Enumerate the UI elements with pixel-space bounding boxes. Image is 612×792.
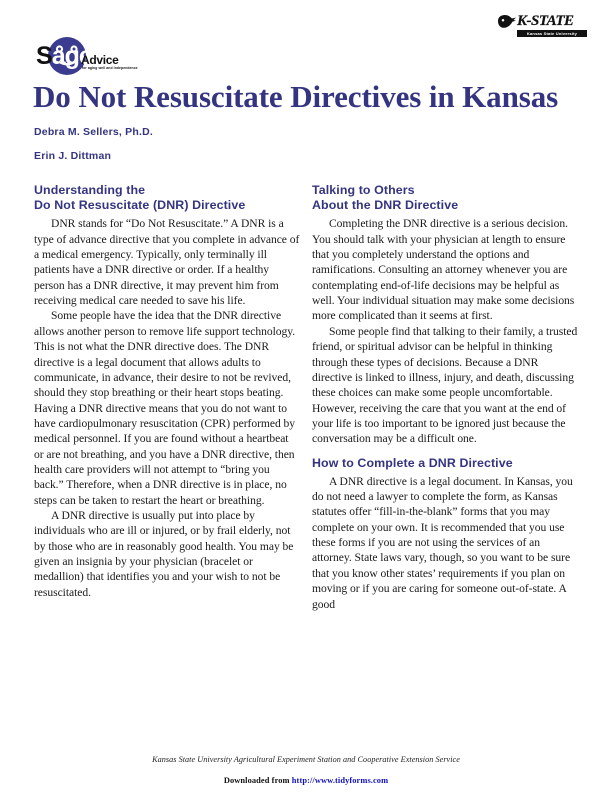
paragraph: Some people find that talking to their family, a trusted friend, or spiritual advisor can be helpful in thinking through these types of decisions. Because a DNR directive is linked to illness, injury, and death, discussing these choices can make some people uncomfortable. However, receiving the care that you want at the end of your life is too important to be ignored just because the conversation may be a difficult one.	[312, 324, 578, 446]
author-name-primary: Debra M. Sellers, Ph.D.	[34, 126, 153, 138]
column-right	[312, 183, 580, 612]
footer-download-prefix: Downloaded from	[223, 776, 292, 785]
powercat-icon	[497, 14, 517, 29]
footer-download-url[interactable]: http://www.tidyforms.com	[291, 776, 389, 785]
sage-word-circle: age	[51, 42, 92, 70]
kstate-logo-row	[497, 12, 587, 29]
heading-line-1: Understanding the	[34, 183, 146, 197]
kstate-tagline: Kansas State University	[517, 30, 587, 37]
advice-subtitle: for aging well and independence	[82, 66, 138, 70]
sage-advice-logo	[36, 36, 136, 78]
section-heading-how-to-complete: How to Complete a DNR Directive	[312, 455, 513, 470]
footer-download-line	[0, 776, 612, 786]
section-heading-understanding	[34, 183, 300, 213]
kstate-wordmark: K-STATE	[517, 13, 574, 29]
paragraph: DNR stands for “Do Not Resuscitate.” A DNR is a type of advance directive that you complete in advance of a medical emergency. Typically, only terminally ill patients have a DNR directive or order. If a healthy person has a DNR directive, it may prevent him from receiving medical care needed to save his life.	[34, 217, 300, 308]
footer-extension-line: Kansas State University Agricultural Experiment Station and Cooperative Extension Service	[152, 755, 460, 764]
paragraph: Completing the DNR directive is a serious decision. You should talk with your physician at length to ensure that you completely understand the options and ramifications. Consulting an attorney whenever you are contemplating end-of-life decisions may be helpful as well. Your individual situation may make some decisions more complicated than it seems at first.	[312, 217, 575, 323]
heading-line-2: About the DNR Directive	[312, 198, 459, 213]
paragraph: A DNR directive is usually put into place by individuals who are ill or injured, or by frail elderly, not by those who are in reasonably good health. You may be given an insignia by your physician (bracelet or medallion) that identifies you and your wish to not be resuscitated.	[34, 508, 294, 599]
author-name-secondary: Erin J. Dittman	[34, 150, 112, 162]
column-left	[34, 183, 300, 600]
section-heading-talking	[312, 183, 580, 213]
paragraph: Some people have the idea that the DNR directive allows another person to remove life support technology. This is not what the DNR directive does. The DNR directive is a legal document that allows adults to communicate, in advance, their desire to not be revived, should they stop breathing or their heart stops beating. Having a DNR directive means that you do not want to have cardiopulmonary resuscitation (CPR) performed by medical personnel. If you are found without a heartbeat or are not breathing, and you have a DNR directive, then health care providers will not attempt to “bring you back.” Therefore, when a DNR directive is in place, no steps can be taken to restart the heart or breathing.	[34, 309, 296, 507]
heading-line-1: Talking to Others	[312, 183, 415, 197]
advice-wordmark: Advice	[81, 53, 119, 67]
page-title: Do Not Resuscitate Directives in Kansas	[33, 79, 559, 114]
heading-line-2: Do Not Resuscitate (DNR) Directive	[34, 198, 246, 213]
kstate-logo	[497, 12, 587, 38]
sage-word-prefix: S	[36, 42, 52, 70]
paragraph: A DNR directive is a legal document. In Kansas, you do not need a lawyer to complete the form, as Kansas statutes offer “fill-in-the-blank” forms that you may complete on your own. It is recommended that you use these forms if you are not using the services of an attorney. State laws vary, though, so you want to be sure that you know other states’ requirements if you plan on moving or if you are caring for someone out-of-state. A good	[312, 474, 573, 611]
